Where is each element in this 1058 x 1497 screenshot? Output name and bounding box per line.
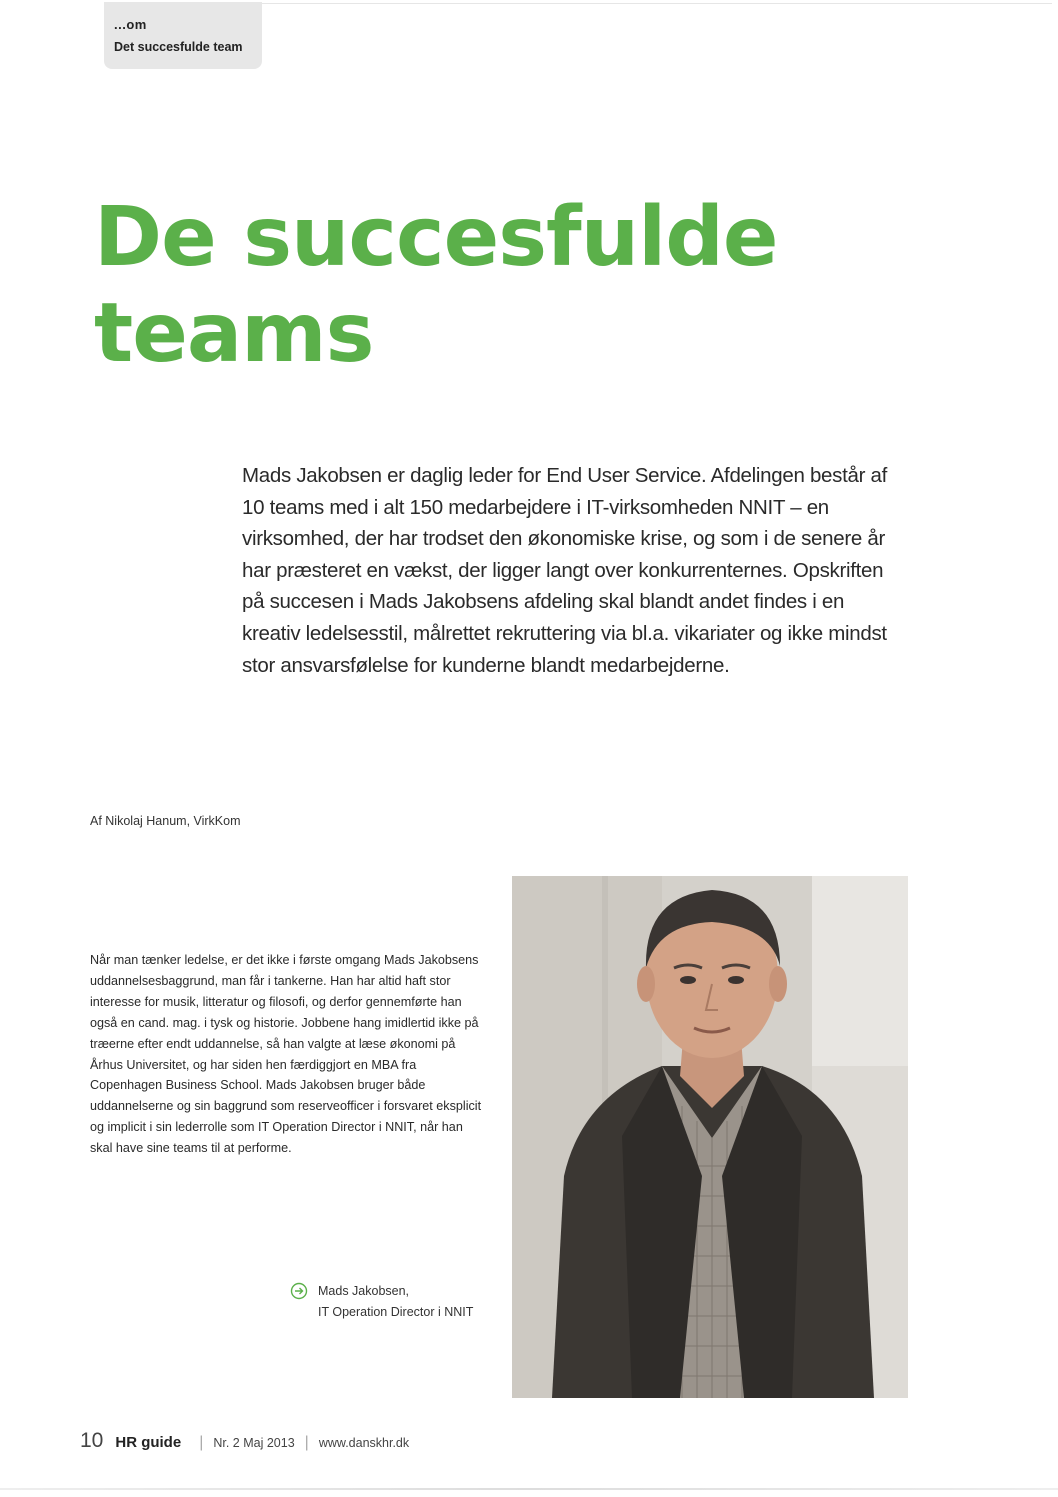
caption-role: IT Operation Director i NNIT — [318, 1305, 474, 1319]
headline — [94, 190, 994, 382]
footer-separator: | — [199, 1434, 204, 1451]
body-paragraph: Når man tænker ledelse, er det ikke i første omgang Mads Jakobsens uddannelsesbaggrund, man får i tankerne. Han har altid haft stor interesse for musik, litteratur og filosofi, og derfor gennemførte han også en cand. mag. i tysk og historie. Jobbene hang imidlertid ikke på træerne efter endt uddannelse, så han valgte at læse økonomi på Århus Universitet, og har siden hen færdiggjort en MBA fra Copenhagen Business School. Mads Jakobsen bruger både uddannelserne og sin baggrund som reserveofficer i forsvaret eksplicit og implicit i sin lederrolle som IT Operation Director i NNIT, når han skal have sine teams til at performe. — [90, 953, 482, 1156]
section-name: Det succesfulde team — [114, 40, 243, 54]
top-rule — [262, 3, 1052, 4]
page-number: 10 — [80, 1429, 104, 1452]
publication-name: HR guide — [115, 1434, 182, 1451]
issue-info: Nr. 2 Maj 2013 — [213, 1436, 295, 1450]
portrait-illustration — [512, 876, 908, 1398]
headline-line-2: teams — [94, 286, 374, 381]
caption-name: Mads Jakobsen, — [318, 1284, 410, 1298]
headline-line-1: De succesfulde — [94, 190, 778, 285]
section-tab — [104, 2, 262, 69]
portrait-photo — [512, 876, 908, 1398]
arrow-right-circle-icon — [290, 1282, 308, 1300]
website-url: www.danskhr.dk — [318, 1436, 410, 1450]
footer-separator: | — [304, 1434, 309, 1451]
lead-paragraph: Mads Jakobsen er daglig leder for End User Service. Afdelingen består af 10 teams med i alt 150 medarbejdere i IT-virksomheden NNIT – en virksomhed, der har trodset den økonomiske krise, og som i de senere år har præsteret en vækst, der ligger langt over konkurrenternes. Opskriften på succesen i Mads Jakobsens afdeling skal blandt andet findes i en kreativ ledelsesstil, målrettet rekruttering via bl.a. vikariater og ikke mindst stor ansvarsfølelse for kunderne blandt medarbejderne. — [242, 464, 888, 677]
page-footer — [80, 1429, 540, 1457]
section-kicker: ...om — [114, 17, 147, 32]
byline: Af Nikolaj Hanum, VirkKom — [90, 814, 241, 828]
bottom-rule — [0, 1488, 1058, 1490]
